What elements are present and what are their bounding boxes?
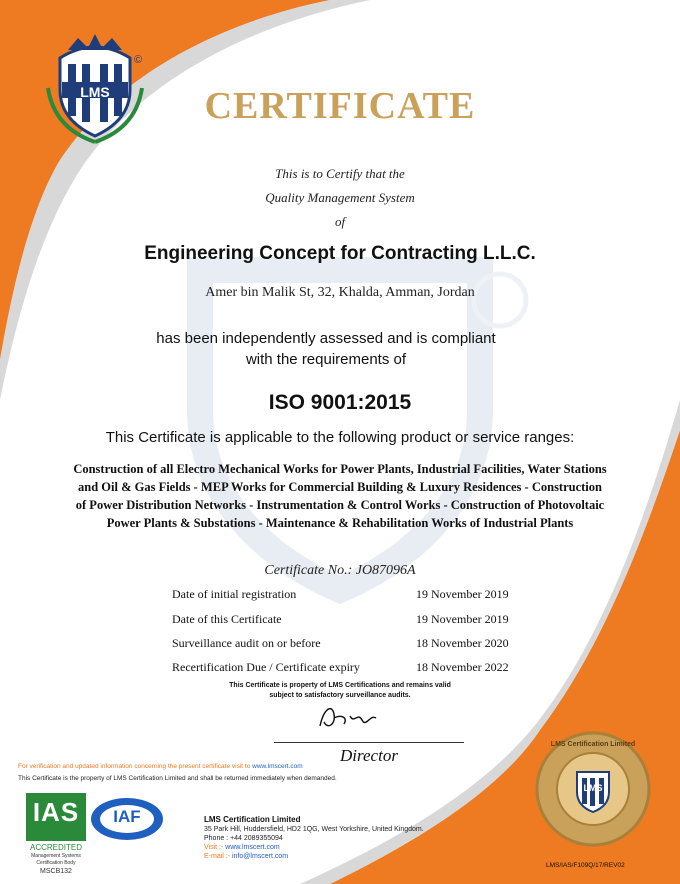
ias-line-2: Certification Body xyxy=(36,860,76,866)
property-note-2: subject to satisfactory surveillance audits. xyxy=(269,692,411,699)
ias-line-1: Management Systems xyxy=(31,853,81,859)
assessment-line-2: with the requirements of xyxy=(245,351,407,368)
verification-note xyxy=(18,763,303,770)
form-reference: LMS/IAS/F109Q/17/REV02 xyxy=(546,862,625,869)
verification-link[interactable]: www.lmscert.com xyxy=(252,763,303,770)
intro-line-2: Quality Management System xyxy=(265,190,415,205)
issuer-name: LMS Certification Limited xyxy=(204,815,301,824)
date-label-initial: Date of initial registration xyxy=(172,587,297,601)
ias-accredited: ACCREDITED xyxy=(29,843,82,852)
issuer-visit-link[interactable]: www.lmscert.com xyxy=(225,844,280,851)
seal-center-text: LMS xyxy=(583,783,603,793)
intro-line-3: of xyxy=(334,214,346,229)
date-label-expiry: Recertification Due / Certificate expiry xyxy=(172,660,360,674)
issuer-email-label: E-mail :- xyxy=(204,853,232,860)
intro-line-1: This is to Certify that the xyxy=(275,166,405,181)
seal-text: LMS Certification Limited xyxy=(550,741,636,748)
scope-line-3: of Power Distribution Networks - Instrumentation & Control Works - Construction of Photovoltaic xyxy=(75,498,605,512)
signature-title: Director xyxy=(340,746,398,765)
return-note: This Certificate is the property of LMS Certification Limited and shall be returned immediately when demanded. xyxy=(18,775,337,782)
company-address: Amer bin Malik St, 32, Khalda, Amman, Jordan xyxy=(205,285,475,300)
issuer-address: 35 Park Hill, Huddersfield, HD2 1QG, West Yorkshire, United Kingdom. xyxy=(204,826,424,833)
ias-code: MSCB132 xyxy=(40,868,72,875)
date-label-certificate: Date of this Certificate xyxy=(172,612,282,626)
issuer-email xyxy=(204,853,288,860)
iaf-logo-text: IAF xyxy=(113,807,141,826)
date-label-surveillance: Surveillance audit on or before xyxy=(172,636,321,650)
company-name: Engineering Concept for Contracting L.L.C. xyxy=(144,243,536,264)
property-note-1: This Certificate is property of LMS Certifications and remains valid xyxy=(229,682,451,689)
iso-standard: ISO 9001:2015 xyxy=(268,391,412,414)
logo-text: LMS xyxy=(80,84,110,100)
issuer-email-link[interactable]: info@lmscert.com xyxy=(232,853,289,860)
date-value-certificate: 19 November 2019 xyxy=(416,612,509,626)
scope-line-1: Construction of all Electro Mechanical Works for Power Plants, Industrial Facilities, Water Stations xyxy=(73,462,607,476)
date-value-surveillance: 18 November 2020 xyxy=(416,636,509,650)
certificate-number: Certificate No.: JO87096A xyxy=(264,563,416,578)
assessment-line-1: has been independently assessed and is compliant xyxy=(156,330,496,347)
issuer-phone: Phone : +44 2089355094 xyxy=(204,835,283,842)
verification-text: For verification and updated information concerning the present certificate visit to xyxy=(18,763,251,770)
date-value-expiry: 18 November 2022 xyxy=(416,660,509,674)
certificate-title: CERTIFICATE xyxy=(204,85,476,127)
issuer-visit-label: Visit :- xyxy=(204,844,226,851)
issuer-visit xyxy=(204,844,280,851)
director-signature xyxy=(310,700,390,736)
date-value-initial: 19 November 2019 xyxy=(416,587,509,601)
signature-line xyxy=(274,742,464,743)
ias-logo-text: IAS xyxy=(32,797,80,827)
copyright-symbol: © xyxy=(134,54,143,66)
scope-heading: This Certificate is applicable to the following product or service ranges: xyxy=(105,429,575,446)
scope-line-4: Power Plants & Substations - Maintenance & Rehabilitation Works of Industrial Plants xyxy=(106,516,574,530)
scope-line-2: and Oil & Gas Fields - MEP Works for Commercial Building & Luxury Residences - Construction xyxy=(78,480,602,494)
